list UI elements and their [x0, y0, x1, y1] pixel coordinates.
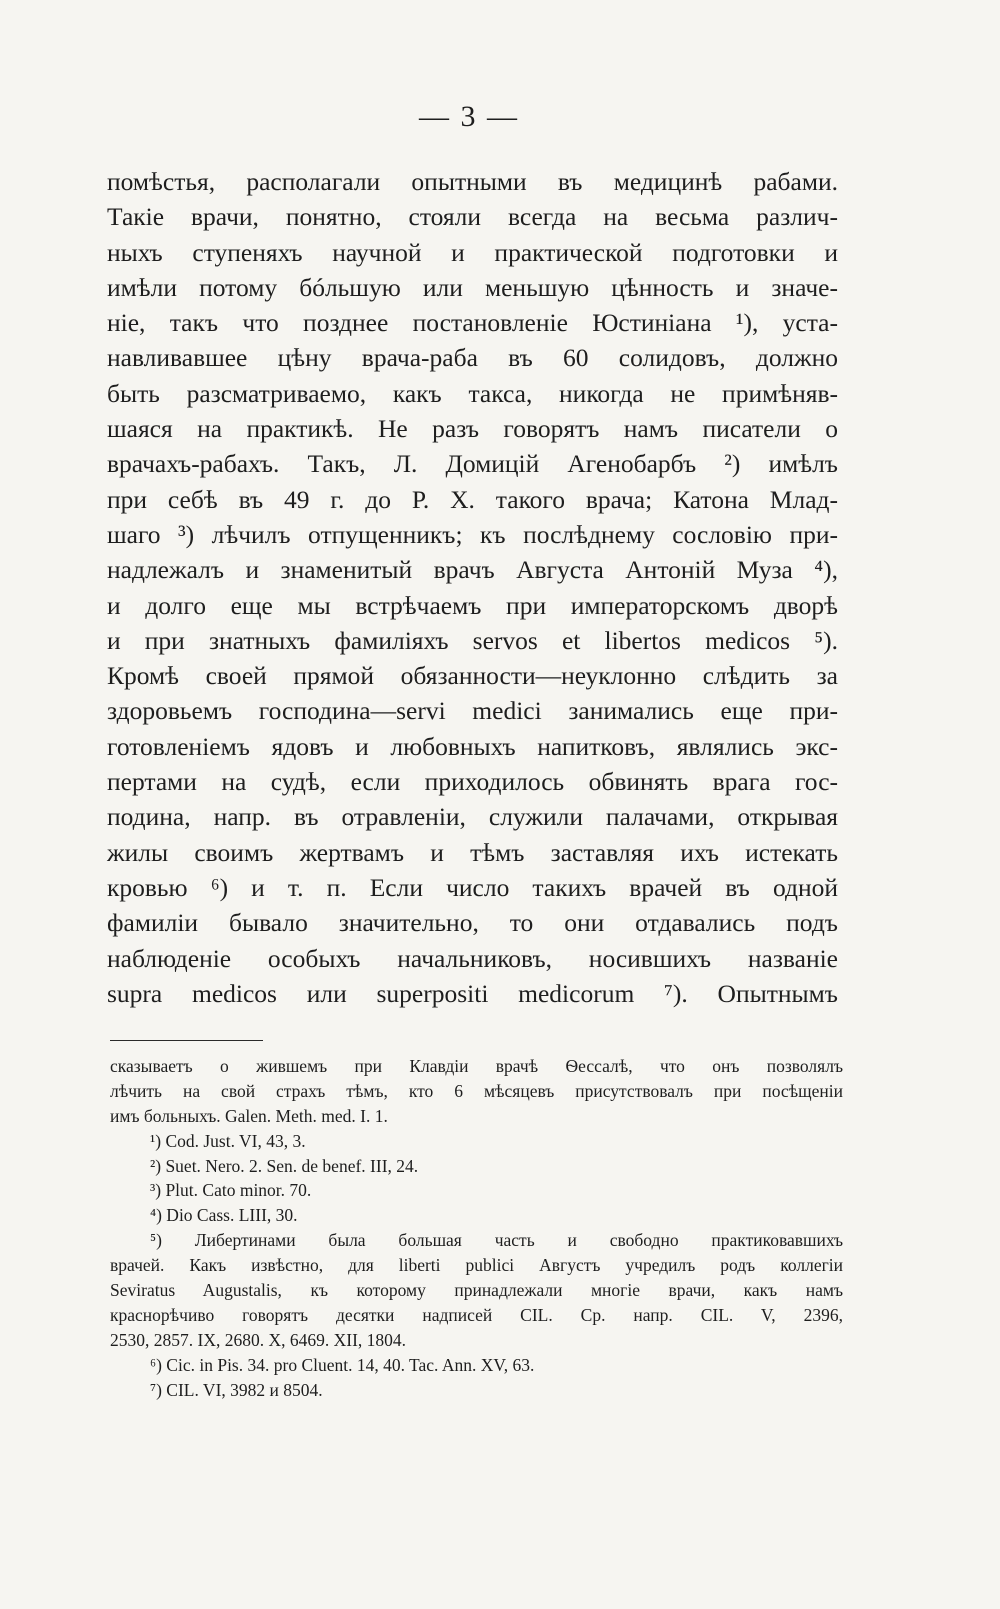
footnote-line: Seviratus Augustalis, къ которому принадлежали многіе врачи, какъ намъ: [110, 1280, 843, 1301]
footnote-line: врачей. Какъ извѣстно, для liberti publici Августъ учредилъ родъ коллегіи: [110, 1255, 843, 1276]
footnote-6: ⁶) Cic. in Pis. 34. pro Cluent. 14, 40. Tac. Ann. XV, 63.: [150, 1354, 535, 1375]
body-line: и при знатныхъ фамиліяхъ servos et libertos medicos ⁵).: [107, 625, 838, 655]
body-line: имѣли потому бóльшую или меньшую цѣнность и значе-: [107, 272, 838, 302]
body-line: здоровьемъ господина—servi medici занимались еще при-: [107, 696, 838, 726]
body-line: шаяся на практикѣ. Не разъ говорятъ намъ писатели о: [107, 414, 838, 444]
footnote-4: ⁴) Dio Cass. LIII, 30.: [150, 1205, 298, 1226]
body-line: ныхъ ступеняхъ научной и практической подготовки и: [107, 237, 838, 267]
body-line: supra medicos или superpositi medicorum ⁷). Опытнымъ: [107, 978, 838, 1008]
body-line: подина, напр. въ отравленіи, служили палачами, открывая: [107, 802, 838, 832]
footnote-separator: [110, 1040, 263, 1041]
footnote-2: ²) Suet. Nero. 2. Sen. de benef. III, 24.: [150, 1155, 419, 1176]
body-line: помѣстья, располагали опытными въ медицинѣ рабами.: [107, 167, 838, 196]
body-line: кровью ⁶) и т. п. Если число такихъ врачей въ одной: [107, 872, 838, 902]
footnote-5: ⁵) Либертинами была большая часть и свободно практиковавшихъ: [150, 1230, 843, 1251]
body-line: фамиліи бывало значительно, то они отдавались подъ: [107, 908, 838, 938]
footnote-line: краснорѣчиво говорятъ десятки надписей CIL. Ср. напр. CIL. V, 2396,: [110, 1304, 843, 1325]
footnote-line: сказываетъ о жившемъ при Клавдіи врачѣ Ѳессалѣ, что онъ позволялъ: [110, 1056, 843, 1076]
body-line: и долго еще мы встрѣчаемъ при императорскомъ дворѣ: [107, 590, 838, 620]
body-line: врачахъ-рабахъ. Такъ, Л. Домицій Агенобарбъ ²) имѣлъ: [107, 449, 838, 479]
footnote-1: ¹) Cod. Just. VI, 43, 3.: [150, 1130, 306, 1151]
footnote-3: ³) Plut. Cato minor. 70.: [150, 1180, 312, 1201]
body-line: быть разсматриваемо, какъ такса, никогда не примѣняв-: [107, 378, 838, 408]
body-line: Кромѣ своей прямой обязанности—неуклонно слѣдить за: [107, 661, 838, 691]
footnotes: [110, 1054, 843, 1402]
body-line: ніе, такъ что позднее постановленіе Юстиніана ¹), уста-: [107, 308, 838, 338]
body-line: надлежалъ и знаменитый врачъ Августа Антоній Муза ⁴),: [107, 555, 838, 585]
body-line: при себѣ въ 49 г. до Р. Х. такого врача; Катона Млад-: [107, 484, 838, 514]
body-line: наблюденіе особыхъ начальниковъ, носившихъ названіе: [107, 943, 838, 973]
body-line: Такіе врачи, понятно, стояли всегда на весьма различ-: [107, 202, 838, 232]
body-text: [107, 164, 838, 1011]
page-number: — 3 —: [419, 100, 519, 133]
body-line: жилы своимъ жертвамъ и тѣмъ заставляя ихъ истекать: [107, 837, 838, 867]
body-line: пертами на судѣ, если приходилось обвинять врага гос-: [107, 767, 838, 797]
footnote-7: ⁷) CIL. VI, 3982 и 8504.: [150, 1379, 323, 1400]
footnote-line: 2530, 2857. IX, 2680. X, 6469. XII, 1804.: [110, 1329, 407, 1350]
footnote-line: имъ больныхъ. Galen. Meth. med. I. 1.: [110, 1105, 388, 1126]
body-line: шаго ³) лѣчилъ отпущенникъ; къ послѣднему сословію при-: [107, 519, 838, 549]
footnote-line: лѣчить на свой страхъ тѣмъ, кто 6 мѣсяцевъ присутствовалъ при посѣщеніи: [110, 1080, 843, 1101]
body-line: готовленіемъ ядовъ и любовныхъ напитковъ, являлись экс-: [107, 731, 838, 761]
body-line: навливавшее цѣну врача-раба въ 60 солидовъ, должно: [107, 343, 838, 373]
